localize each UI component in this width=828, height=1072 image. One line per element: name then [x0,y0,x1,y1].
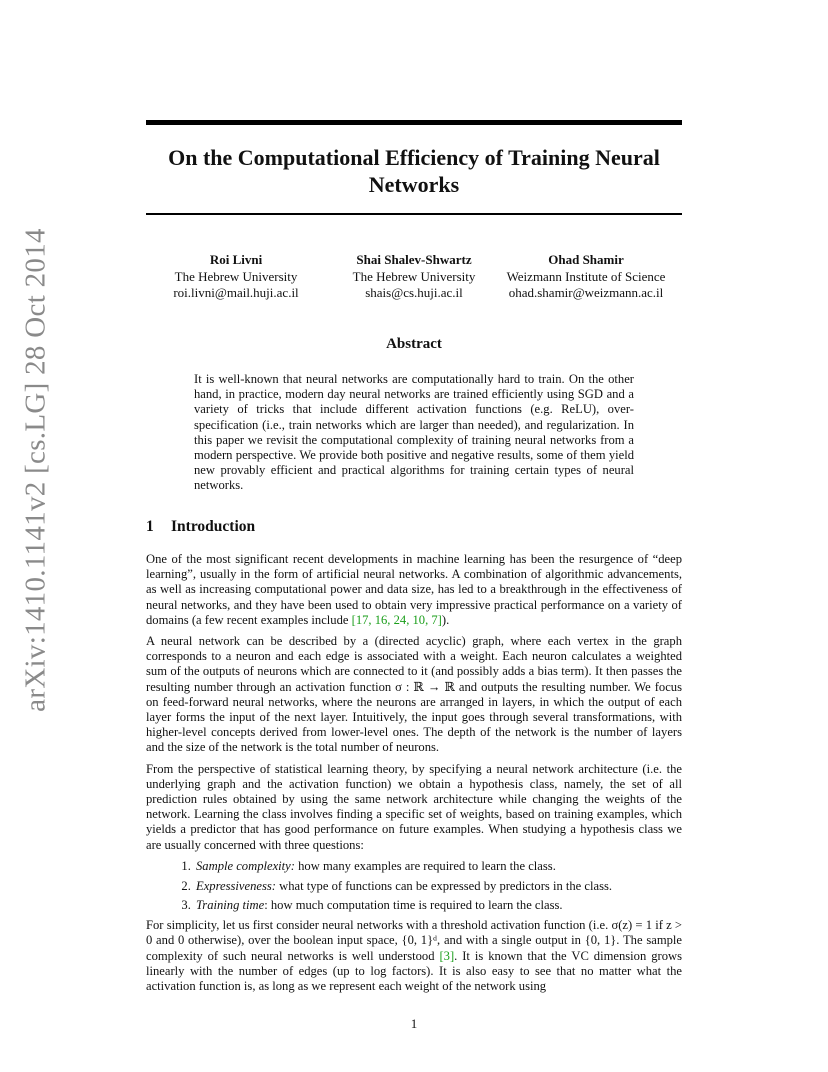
citation-link[interactable]: [17, 16, 24, 10, 7] [351,612,442,627]
author-name: Roi Livni [209,252,263,267]
section-number: 1 [146,518,154,535]
paragraph-4 [146,918,682,994]
title-bottom-rule [146,213,682,215]
list-item [194,859,682,874]
list-text: how many examples are required to learn the class. [294,858,556,873]
title-top-rule [146,120,682,125]
list-text: what type of functions can be expressed by predictors in the class. [275,878,613,893]
list-item [194,898,682,913]
list-item [194,879,682,894]
list-term: Expressiveness: [196,878,276,893]
paragraph-text: . It is known that the VC dimension grows linearly with the number of edges (up to log factors). It is also easy to see that no matter what the activation function is, as long as we represent each weight of the network using [146,948,682,994]
paper-title: On the Computational Efficiency of Training Neural Networks [168,145,660,197]
paragraph-text: One of the most significant recent developments in machine learning has been the resurgence of “deep learning”, usually in the form of artificial neural networks. A combination of algorithmic advancements, as well as increasing computational power and data size, has led to a breakthrough in the effectiveness of neural networks, and they have been used to obtain very impressive practical performance on a variety of domains (a few recent examples include [146,552,682,627]
paragraph-2: A neural network can be described by a (directed acyclic) graph, where each vertex in the graph corresponds to a neuron and each edge is associated with a weight. Each neuron calculates a weighted sum of the outputs of neurons which are connected to it (and possibly adds a bias term). It then passes the resulting number through an activation function σ : ℝ → ℝ and outputs the resulting number. We focus on feed-forward neural networks, where the neurons are arranged in layers, in which the output of each layer forms the input of the next layer. Intuitively, the input goes through several transformations, with higher-level concepts derived from lower-level ones. The depth of the network is the number of layers and the size of the network is the total number of neurons. [146,634,682,755]
questions-list [146,859,682,914]
list-term: Sample complexity: [196,858,295,873]
paragraph-text: For simplicity, let us first consider neural networks with a threshold activation function (i.e. σ(z) = 1 if z > 0 and 0 otherwise), over the boolean input space, {0, 1}ᵈ, and with a single output in {0, 1}. The sample complexity of such neural networks is well understood [146,918,682,963]
section-title: Introduction [171,518,256,535]
author-name: Ohad Shamir [548,252,624,267]
section-heading [146,518,255,536]
section-body [146,552,682,1000]
author-name: Shai Shalev-Shwartz [356,252,472,267]
author-email: shais@cs.huji.ac.il [365,285,463,300]
citation-link[interactable]: [3] [439,948,455,963]
paragraph-text: ). [441,612,450,627]
author-email: ohad.shamir@weizmann.ac.il [508,285,664,300]
abstract-heading: Abstract [386,336,442,352]
author-affiliation: Weizmann Institute of Science [506,268,666,284]
paragraph-3: From the perspective of statistical learning theory, by specifying a neural network architecture (i.e. the underlying graph and the activation function) we obtain a hypothesis class, namely, the set of all prediction rules obtained by using the same network architecture while changing the weights of the network. Learning the class involves finding a specific set of weights, based on training examples, which yields a predictor that has good performance on future examples. When studying a hypothesis class we are usually concerned with three questions: [146,761,682,852]
arxiv-identifier-stamp: arXiv:1410.1141v2 [cs.LG] 28 Oct 2014 [19,228,52,712]
list-term: Training time [196,898,265,913]
list-text: : how much computation time is required to learn the class. [264,898,563,913]
author-email: roi.livni@mail.huji.ac.il [173,285,299,300]
author-affiliation: The Hebrew University [352,268,476,284]
author-3 [486,252,686,302]
author-2 [324,252,504,302]
paragraph-1 [146,552,682,628]
page-number: 1 [410,1016,418,1031]
abstract-text: It is well-known that neural networks are computationally hard to train. On the other hand, in practice, modern day neural networks are trained efficiently using SGD and a variety of tricks that include different activation functions (e.g. ReLU), over-specification (i.e., train networks which are larger than needed), and regularization. In this paper we revisit the computational complexity of training neural networks from a modern perspective. We provide both positive and negative results, some of them yield new provably efficient and practical algorithms for training certain types of neural networks. [194,372,634,493]
author-1 [146,252,326,302]
author-affiliation: The Hebrew University [174,268,298,284]
